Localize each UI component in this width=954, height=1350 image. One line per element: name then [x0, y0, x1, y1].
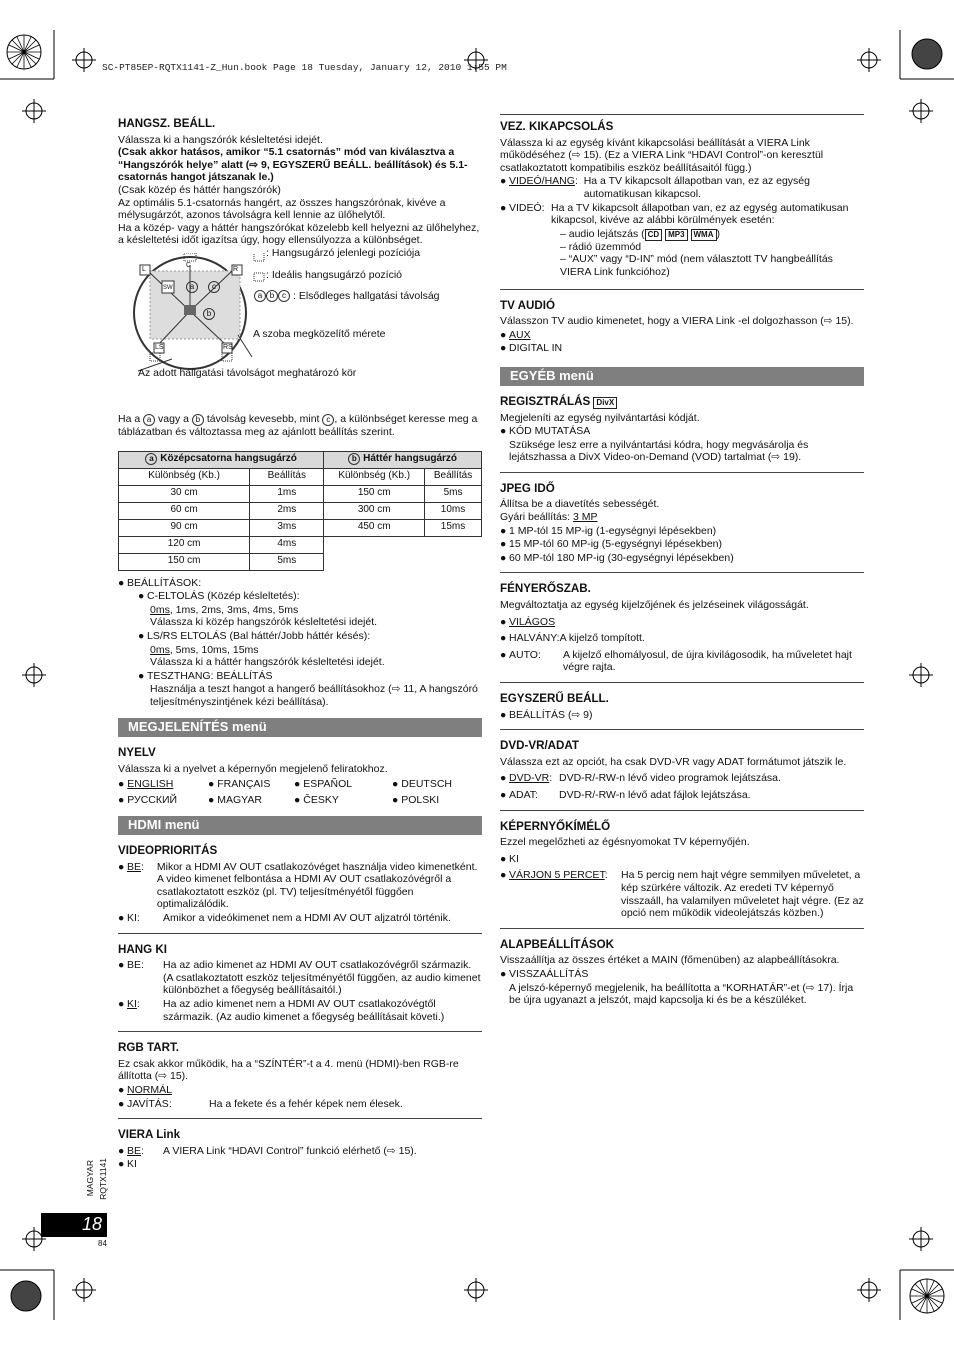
lang-option[interactable]: ● ENGLISH: [118, 778, 174, 791]
wma-tag: WMA: [691, 229, 717, 241]
divx-tag: DivX: [593, 397, 617, 409]
cell: 4ms: [250, 536, 324, 553]
legend-c: c: [278, 290, 290, 302]
divider: [118, 1031, 482, 1032]
list-item: ● JAVÍTÁS: Ha a fekete és a fehér képek nem élesek.: [118, 1097, 403, 1110]
empty-cell: [324, 553, 425, 570]
left-column: [118, 118, 482, 1172]
table-head-b-text: Háttér hangsugárzó: [363, 453, 458, 465]
list-item: ● 60 MP-tól 180 MP-ig (30-egységnyi lépésekben): [500, 551, 734, 564]
option-key: ADAT:: [509, 788, 538, 801]
explain-circ-c: c: [322, 414, 334, 426]
exception-aux: – “AUX” vagy “D-IN” mód (nem választott TV hangbeállítás VIERA Link funkcióhoz): [560, 253, 833, 278]
cell: 300 cm: [324, 502, 425, 519]
speaker-diagram: [118, 246, 482, 413]
dvd-title: DVD-VR/ADAT: [500, 739, 580, 753]
table-row: [119, 536, 482, 553]
dvd-desc: Válassza ezt az opciót, ha csak DVD-VR vagy ADAT formátumot játszik le.: [500, 755, 847, 768]
hangsz-bold-note: (Csak akkor hatásos, amikor “5.1 csatornás” mód van kiválasztva a “Hangszórók helye” alatt (⇨ 9, EGYSZERŰ BEÁLL. beállítások) és 5.1-csatornás hangot játszanak le.): [118, 146, 468, 184]
option-desc: DVD-R/-RW-n lévő video programok lejátszása.: [559, 772, 781, 785]
hangsz-para2: Ha a közép- vagy a háttér hangszórókat közelebb kell helyezni az ülőhelyhez, a késleltetési időt igazítsa úgy, hogy ellensúlyozza a különbséget.: [118, 221, 480, 247]
lang-option[interactable]: ● ESPAÑOL: [294, 778, 353, 791]
option-desc: Ha a TV kikapcsolt állapotban van, ez az egység automatikusan kikapcsol.: [583, 175, 810, 200]
list-item: ● BEÁLLÍTÁSOK:: [118, 576, 202, 589]
alap-vissza-desc: A jelszó-képernyő megjelenik, ha beállította a “KORHATÁR”-et (⇨ 17). Írja be újra ugyanazt a jelszót, majd kapcsolja ki és be a készüléket.: [509, 981, 854, 1007]
lang-label: MAGYAR: [217, 793, 262, 806]
ls-eltolas: LS/RS ELTOLÁS (Bal háttér/Jobb háttér késés):: [147, 629, 371, 642]
lang-option[interactable]: ● DEUTSCH: [392, 778, 453, 791]
lang-label: ČESKY: [303, 793, 339, 806]
hdmi-band: HDMI menü: [118, 816, 482, 835]
jpeg-default-label: Gyári beállítás:: [500, 511, 573, 524]
spk-l: L: [142, 265, 146, 273]
hangsz-para: Az optimális 5.1-csatornás hangért, az összes hangszórónak, kivéve a mélysugárzót, azonos távolságra kell lennie az ülőhelytől.: [118, 196, 446, 222]
starburst-bottom-right: [910, 1279, 944, 1313]
megjelenites-band: MEGJELENÍTÉS menü: [118, 718, 482, 737]
list-item: ● BE: A VIERA Link “HDAVI Control” funkció elérhető (⇨ 15).: [118, 1144, 417, 1157]
alap-desc: Visszaállítja az összes értéket a MAIN (főmenüben) az alapbeállításokra.: [500, 954, 840, 967]
empty-cell: [425, 553, 482, 570]
lang-label: ENGLISH: [127, 778, 174, 791]
option-desc: Ha a TV kikapcsolt állapotban van, ez az egység automatikusan kikapcsol, kivéve az alábbi körülmények esetén:: [551, 201, 849, 227]
page-number: 18: [82, 1214, 103, 1234]
list-item: ● VIDEÓ: Ha a TV kikapcsolt állapotban van, ez az egység automatikusan kikapcsol, kivéve az alábbi körülmények esetén:: [500, 202, 864, 227]
egysz-title: EGYSZERŰ BEÁLL.: [500, 692, 609, 705]
table-head-b: [324, 451, 482, 468]
exception-audio: – audio lejátszás ( CD MP3 WMA ): [560, 227, 720, 240]
list-item: ● KI: [118, 1158, 137, 1171]
option-key: BE: [127, 1144, 142, 1157]
explain-b: vagy a: [158, 412, 189, 425]
lang-option[interactable]: ● POLSKI: [392, 793, 440, 806]
table-head-b-circ: b: [348, 453, 360, 465]
spk-c: C: [186, 261, 192, 269]
list-item: ● AUTO: A kijelző elhomályosul, de újra kivilágosodik, ha műveletet hajt végre rajta.: [500, 649, 864, 674]
cell: 5ms: [425, 485, 482, 502]
cell: 60 cm: [119, 502, 250, 519]
reg-kod-desc: Szüksége lesz erre a nyilvántartási kódra, hogy megvásárolja és lejátszhassa a DivX Video-on-Demand (VOD) tartalmat (⇨ 19).: [509, 438, 809, 464]
delay-table: [118, 451, 482, 571]
list-item: ● AUX: [500, 328, 531, 341]
lang-option[interactable]: ● MAGYAR: [208, 793, 262, 806]
exception-radio: – rádió üzemmód: [560, 240, 642, 253]
list-item: ● BEÁLLÍTÁS (⇨ 9): [500, 708, 593, 721]
option-key: VIDEÓ:: [509, 201, 545, 214]
jpeg-default: [500, 511, 864, 524]
hangsz-title: HANGSZ. BEÁLL.: [118, 117, 216, 130]
ls-vals-default: 0ms: [150, 643, 170, 656]
legend-distance: : Elsődleges hallgatási távolság: [293, 289, 440, 302]
cell: 15ms: [425, 519, 482, 536]
list-item: ● VIDEÓ/HANG: Ha a TV kikapcsolt állapotban van, ez az egység automatikusan kikapcsol.: [500, 175, 864, 200]
lang-label: ESPAÑOL: [303, 778, 353, 791]
divider: [500, 810, 864, 811]
egyeb-band: EGYÉB menü: [500, 367, 864, 386]
legend-a: a: [254, 290, 266, 302]
divider: [500, 572, 864, 573]
tvaudio-desc: Válasszon TV audio kimenetet, hogy a VIERA Link -el dolgozhasson (⇨ 15).: [500, 315, 854, 328]
option-desc: 60 MP-tól 180 MP-ig (30-egységnyi lépésekben): [509, 551, 734, 564]
option-key: KI: [127, 1158, 137, 1171]
table-row: [119, 519, 482, 536]
legend-room: A szoba megközelítő mérete: [253, 327, 386, 340]
option-desc: DVD-R/-RW-n lévő adat fájlok lejátszása.: [559, 788, 751, 801]
list-item: ● HALVÁNY:A kijelző tompított.: [500, 632, 645, 645]
small-page-number: 84: [98, 1239, 107, 1248]
alap-title: ALAPBEÁLLÍTÁSOK: [500, 937, 615, 951]
lang-label: POLSKI: [401, 793, 440, 806]
option-desc: A VIERA Link “HDAVI Control” funkció elérhető (⇨ 15).: [163, 1144, 417, 1157]
legend-ideal: : Ideális hangsugárzó pozíció: [266, 268, 403, 281]
kep-desc: Ezzel megelőzheti az égésnyomokat TV képernyőjén.: [500, 836, 750, 849]
lang-label: РУССКИЙ: [127, 793, 178, 806]
list-item: ● C-ELTOLÁS (Közép késleltetés):: [138, 590, 300, 603]
option-key: AUX: [509, 328, 531, 341]
list-item: ● KI: Ha az adio kimenet nem a HDMI AV OUT csatlakozóvégtől származik. (Az audio kimenet a főegység beállításait követi.): [118, 998, 482, 1023]
cell: 150 cm: [324, 485, 425, 502]
c-vals-default: 0ms: [150, 603, 170, 616]
cell: 150 cm: [119, 553, 250, 570]
option-desc: HALVÁNY:A kijelző tompított.: [509, 632, 645, 645]
legend-b: b: [266, 290, 278, 302]
viera-title: VIERA Link: [118, 1128, 181, 1142]
table-sub-set: Beállítás: [250, 468, 324, 485]
list-item: ● DVD-VR: DVD-R/-RW-n lévő video programok lejátszása.: [500, 772, 781, 785]
table-head-a: [119, 451, 324, 468]
list-item: ● LS/RS ELTOLÁS (Bal háttér/Jobb háttér késés):: [138, 629, 371, 642]
beallitasok-block: [118, 577, 482, 709]
hangsz-paren-note: (Csak közép és háttér hangszórók): [118, 183, 281, 196]
list-item: ● VILÁGOS: [500, 615, 556, 628]
option-key: DIGITAL IN: [509, 342, 563, 355]
list-item: ● KI: [500, 852, 519, 865]
legend-current: : Hangsugárzó jelenlegi pozíciója: [266, 246, 421, 259]
option-key: KÓD MUTATÁSA: [509, 425, 591, 438]
jpeg-default-value: 3 MP: [572, 511, 598, 524]
option-key: KI: [127, 997, 137, 1010]
side-code: [98, 1158, 108, 1213]
divider: [500, 729, 864, 730]
explain-a: Ha a: [118, 412, 141, 425]
lang-option[interactable]: ● РУССКИЙ: [118, 793, 178, 806]
list-item: ● VISSZAÁLLÍTÁS: [500, 967, 589, 980]
starburst-top-left: [7, 35, 41, 69]
option-key: VIDEÓ/HANG: [509, 175, 575, 188]
empty-cell: [425, 536, 482, 553]
option-desc: A kijelző elhomályosul, de újra kivilágosodik, ha műveletet hajt végre rajta.: [563, 648, 852, 674]
option-key: NORMÁL: [127, 1083, 172, 1096]
label-c: c: [208, 281, 220, 293]
option-key: BE:: [127, 959, 144, 972]
spk-ls: LS: [155, 343, 164, 351]
vez-desc: Válassza ki az egység kívánt kikapcsolási beállítását a VIERA Link működéséhez (⇨ 15). (Ez a VIERA Link “HDAVI Control”-on keresztül csatlakoztatott kompatibilis eszköz beállításaitól függ.): [500, 136, 824, 174]
ls-vals: [138, 644, 482, 657]
divider: [500, 928, 864, 929]
nyelv-title: NYELV: [118, 746, 156, 760]
cell: 90 cm: [119, 519, 250, 536]
mp3-tag: MP3: [665, 229, 687, 241]
starburst-bottom-left: [11, 1281, 41, 1311]
side-code-text: RQTX1141: [98, 1158, 108, 1200]
rgb-desc: Ez csak akkor működik, ha a “SZÍNTÉR”-t a 4. menü (HDMI)-ben RGB-re állította (⇨ 15).: [118, 1057, 459, 1083]
spk-r: R: [233, 265, 239, 273]
list-item: ● 15 MP-tól 60 MP-ig (5-egységnyi lépésekben): [500, 538, 723, 551]
explain-c: távolság kevesebb, mint: [206, 412, 320, 425]
tvaudio-title: TV AUDIÓ: [500, 298, 555, 312]
option-key: BE: [127, 860, 142, 873]
option-key: VÁRJON 5 PERCET: [509, 869, 605, 882]
table-sub-diff: Különbség (Kb.): [324, 468, 425, 485]
cell: 1ms: [250, 485, 324, 502]
feny-title: FÉNYERŐSZAB.: [500, 582, 591, 596]
list-item: ● BE: Ha az adio kimenet az HDMI AV OUT csatlakozóvégről származik. (A csatlakoztatott eszköz teljesítményétől függően, az audio kimenet különbözhet a főegység beállításaitól.): [118, 959, 481, 997]
list-item: ● DIGITAL IN: [500, 342, 563, 355]
c-vals-rest: , 1ms, 2ms, 3ms, 4ms, 5ms: [169, 603, 299, 616]
list-item: ● KI: Amikor a videókimenet nem a HDMI AV OUT aljzatról történik.: [118, 912, 451, 924]
kep-title: KÉPERNYŐKÍMÉLŐ: [500, 819, 611, 833]
table-row: [119, 502, 482, 519]
right-column: [500, 120, 864, 1007]
option-desc: 1 MP-tól 15 MP-ig (1-egységnyi lépésekben): [509, 524, 717, 537]
list-item: ● BE : Mikor a HDMI AV OUT csatlakozóvéget használja video kimenetként. A video kimenet felbontása a HDMI AV OUT csatlakozóvégről a csatlakoztatott eszköz (pl. TV) teljesítményétől függően optimalizálódik.: [118, 861, 482, 911]
spk-rs: RS: [223, 343, 233, 351]
empty-cell: [324, 536, 425, 553]
divider: [500, 289, 864, 290]
table-head-a-circ: a: [145, 453, 157, 465]
language-grid: [118, 778, 482, 806]
hangki-title: HANG KI: [118, 942, 167, 956]
cell: 2ms: [250, 502, 324, 519]
option-desc: Ha a fekete és a fehér képek nem élesek.: [209, 1097, 403, 1110]
option-key: AUTO:: [509, 648, 541, 661]
lang-option[interactable]: ● FRANÇAIS: [208, 778, 271, 791]
feny-desc: Megváltoztatja az egység kijelzőjének és jelzéseinek világosságát.: [500, 599, 809, 612]
cd-tag: CD: [645, 229, 663, 241]
exception-text: – audio lejátszás (: [560, 227, 645, 240]
lang-label: FRANÇAIS: [217, 778, 271, 791]
option-desc: Amikor a videókimenet nem a HDMI AV OUT aljzatról történik.: [163, 912, 451, 924]
spk-sw: SW: [163, 284, 173, 291]
ls-vals-rest: , 5ms, 10ms, 15ms: [169, 643, 259, 656]
list-item: ● ADAT: DVD-R/-RW-n lévő adat fájlok lejátszása.: [500, 788, 751, 801]
cell: 3ms: [250, 519, 324, 536]
cell: 30 cm: [119, 485, 250, 502]
c-desc: Válassza ki közép hangszórók késleltetési idejét.: [150, 616, 378, 629]
reg-title-text: REGISZTRÁLÁS: [500, 394, 591, 408]
hangsz-explain: [118, 413, 482, 439]
file-header: SC-PT85EP-RQTX1141-Z_Hun.book Page 18 Tuesday, January 12, 2010 1:55 PM: [102, 62, 507, 73]
explain-d: , a különbséget keresse meg a táblázatban és változtassa meg az ajánlott beállítás szerint.: [118, 412, 478, 438]
reg-desc: Megjeleníti az egység nyilvántartási kódját.: [500, 411, 700, 424]
lang-label: DEUTSCH: [401, 778, 453, 791]
option-desc: Ha 5 percig nem hajt végre semmilyen műveletet, a kép szürkére változik. Az eredeti TV képernyő visszaáll, ha valamilyen műveletet hajt végre. (Ez az opció nem működik videolejátszás közben.): [621, 869, 864, 920]
legend-abc-labels: [254, 289, 290, 302]
divider: [118, 933, 482, 934]
teszt: TESZTHANG: BEÁLLÍTÁS: [147, 669, 273, 682]
lang-option[interactable]: ● ČESKY: [294, 793, 339, 806]
vez-title: VEZ. KIKAPCSOLÁS: [500, 120, 614, 133]
divider: [118, 1118, 482, 1119]
table-sub-set: Beállítás: [425, 468, 482, 485]
option-desc: BEÁLLÍTÁS (⇨ 9): [509, 708, 593, 721]
nyelv-desc: Válassza ki a nyelvet a képernyőn megjelenő feliratokhoz.: [118, 762, 388, 775]
option-desc: 15 MP-tól 60 MP-ig (5-egységnyi lépésekben): [509, 538, 723, 551]
reg-title: [500, 396, 864, 409]
vez-exceptions: [500, 228, 864, 279]
option-key: DVD-VR: [509, 772, 550, 785]
hangsz-intro: Válassza ki a hangszórók késleltetési idejét.: [118, 133, 323, 146]
side-language-text: MAGYAR: [85, 1160, 95, 1197]
divider: [500, 472, 864, 473]
list-item: ● KÓD MUTATÁSA: [500, 425, 591, 438]
option-key: KI:: [127, 912, 140, 924]
table-head-a-text: Középcsatorna hangsugárzó: [160, 453, 297, 465]
list-item: ● NORMÁL: [118, 1083, 172, 1096]
explain-circ-a: a: [143, 414, 155, 426]
option-desc: Ha az adio kimenet nem a HDMI AV OUT csatlakozóvégtől származik. (Az audio kimenet a főegység beállításait követi.): [163, 997, 445, 1023]
divider: [500, 114, 864, 115]
option-desc: Ha az adio kimenet az HDMI AV OUT csatlakozóvégről származik. (A csatlakoztatott eszköz teljesítményétől függően, az audio kimenet különbözhet a főegység beállításaitól.): [163, 959, 481, 997]
table-row: [119, 485, 482, 502]
cell: 10ms: [425, 502, 482, 519]
option-key: VILÁGOS: [509, 615, 556, 628]
list-item: ● 1 MP-tól 15 MP-ig (1-egységnyi lépésekben): [500, 524, 717, 537]
label-b: b: [203, 308, 215, 320]
table-sub-diff: Különbség (Kb.): [119, 468, 250, 485]
option-key: JAVÍTÁS:: [127, 1097, 172, 1110]
option-desc: Mikor a HDMI AV OUT csatlakozóvéget használja video kimenetként. A video kimenet felbontása a HDMI AV OUT csatlakozóvégről a csatlakoztatott eszköz (pl. TV) teljesítményétől függően optimalizálódik.: [156, 860, 478, 911]
rgb-title: RGB TART.: [118, 1041, 179, 1055]
starburst-top-right: [912, 39, 942, 69]
option-key: VISSZAÁLLÍTÁS: [509, 967, 589, 980]
divider: [500, 682, 864, 683]
teszt-desc: Használja a teszt hangot a hangerő beállításokhoz (⇨ 11, A hangszóró teljesítményszintjének kézi beállítása).: [150, 683, 478, 708]
beallitasok-items: [118, 590, 482, 708]
explain-circ-b: b: [192, 414, 204, 426]
legend-circle: Az adott hallgatási távolságot meghatározó kör: [138, 366, 357, 379]
option-key: KI: [509, 852, 519, 865]
table-row: [119, 553, 482, 570]
videoprioritas-title: VIDEOPRIORITÁS: [118, 844, 218, 858]
label-a: a: [186, 281, 198, 293]
list-item: ● VÁRJON 5 PERCET: Ha 5 percig nem hajt végre semmilyen műveletet, a kép szürkére változik. Az eredeti TV képernyő visszaáll, ha valamilyen műveletet hajt végre. (Ez az opció nem működik videolejátszás közben.): [500, 869, 864, 920]
cell: 120 cm: [119, 536, 250, 553]
list-item: ● TESZTHANG: BEÁLLÍTÁS: [138, 669, 273, 682]
c-vals: [138, 604, 482, 617]
ls-desc: Válassza ki a háttér hangszórók késleltetési idejét.: [150, 656, 385, 669]
beallitasok-title: BEÁLLÍTÁSOK:: [127, 576, 202, 589]
c-eltolas: C-ELTOLÁS (Közép késleltetés):: [147, 590, 300, 603]
jpeg-title: JPEG IDŐ: [500, 481, 555, 495]
side-language: [85, 1160, 95, 1210]
cell: 450 cm: [324, 519, 425, 536]
jpeg-desc: Állítsa be a diavetítés sebességét.: [500, 498, 660, 511]
cell: 5ms: [250, 553, 324, 570]
